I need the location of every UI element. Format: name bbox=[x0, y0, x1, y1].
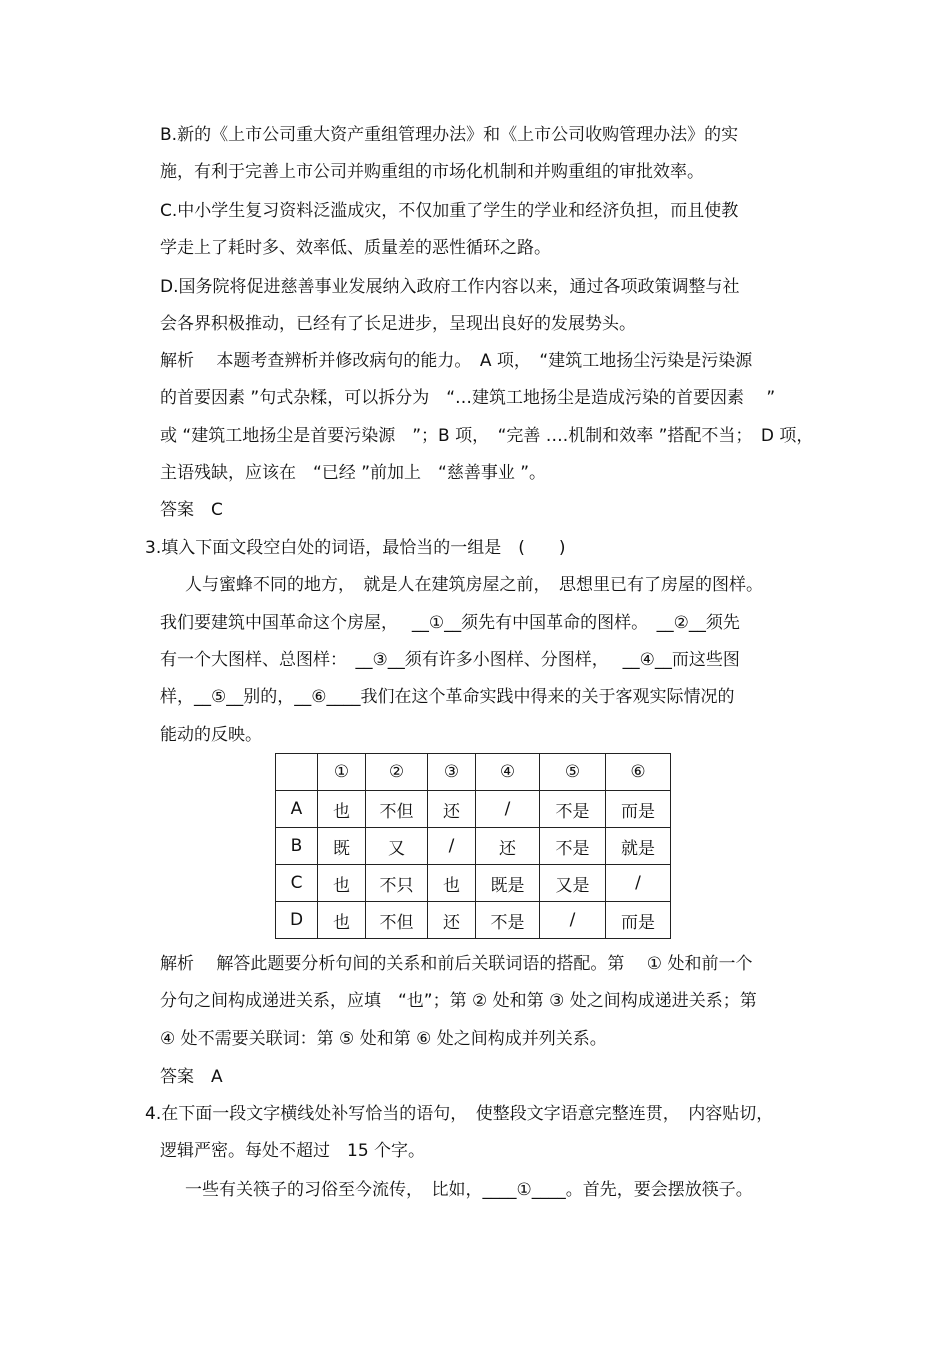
q3-passage-line-5: 能动的反映。 bbox=[160, 725, 262, 745]
table-cell: 还 bbox=[428, 902, 476, 939]
q2-analysis-line-4: 主语残缺，应该在 “已经 ”前加上 “慈善事业 ”。 bbox=[160, 463, 547, 483]
table-row bbox=[276, 902, 671, 939]
table-row bbox=[276, 791, 671, 828]
table-cell: 还 bbox=[428, 791, 476, 828]
table-cell bbox=[276, 754, 318, 791]
q2-analysis-line-2: 的首要因素 ”句式杂糅，可以拆分为 “…建筑工地扬尘是造成污染的首要因素 ” bbox=[160, 388, 776, 408]
option-d-line-2: 会各界积极推动，已经有了长足进步，呈现出良好的发展势头。 bbox=[160, 314, 636, 334]
option-b-line-1: B.新的《上市公司重大资产重组管理办法》和《上市公司收购管理办法》的实 bbox=[160, 125, 739, 145]
q3-passage-line-2: 我们要建筑中国革命这个房屋， __①__须先有中国革命的图样。 __②__须先 bbox=[160, 613, 740, 633]
table-cell: 也 bbox=[318, 902, 366, 939]
q3-passage-line-1: 人与蜜蜂不同的地方， 就是人在建筑房屋之前， 思想里已有了房屋的图样。 bbox=[185, 575, 763, 595]
table-cell: 不但 bbox=[366, 902, 428, 939]
table-cell: 也 bbox=[318, 865, 366, 902]
table-cell: 不是 bbox=[476, 902, 540, 939]
table-cell: 既是 bbox=[476, 865, 540, 902]
table-cell: / bbox=[428, 828, 476, 865]
table-cell: B bbox=[276, 828, 318, 865]
table-cell: 不只 bbox=[366, 865, 428, 902]
table-cell: ⑥ bbox=[606, 754, 671, 791]
table-cell: D bbox=[276, 902, 318, 939]
table-cell: ⑤ bbox=[540, 754, 606, 791]
table-cell: A bbox=[276, 791, 318, 828]
q4-passage: 一些有关筷子的习俗至今流传， 比如，____①____。首先，要会摆放筷子。 bbox=[185, 1180, 753, 1200]
table-cell: 而是 bbox=[606, 791, 671, 828]
table-cell: / bbox=[476, 791, 540, 828]
table-cell: 就是 bbox=[606, 828, 671, 865]
table-cell: 也 bbox=[428, 865, 476, 902]
table-cell: 又 bbox=[366, 828, 428, 865]
q3-analysis-line-2: 分句之间构成递进关系，应填 “也”；第 ② 处和第 ③ 处之间构成递进关系；第 bbox=[160, 991, 757, 1011]
table-cell: C bbox=[276, 865, 318, 902]
option-d-line-1: D.国务院将促进慈善事业发展纳入政府工作内容以来，通过各项政策调整与社 bbox=[160, 277, 740, 297]
q4-question-line-2: 逻辑严密。每处不超过 15 个字。 bbox=[160, 1141, 426, 1161]
q2-analysis-line-3: 或 “建筑工地扬尘是首要污染源 ”；B 项， “完善 ….机制和效率 ”搭配不当； D 项， bbox=[160, 426, 814, 446]
table-cell: 又是 bbox=[540, 865, 606, 902]
q3-options-table bbox=[275, 753, 671, 939]
table-cell: 而是 bbox=[606, 902, 671, 939]
table-cell: 也 bbox=[318, 791, 366, 828]
table-row bbox=[276, 865, 671, 902]
table-cell: 不是 bbox=[540, 791, 606, 828]
table-cell: 不是 bbox=[540, 828, 606, 865]
q4-question-line-1: 4.在下面一段文字横线处补写恰当的语句， 使整段文字语意完整连贯， 内容贴切， bbox=[145, 1104, 774, 1124]
q3-answer: 答案 A bbox=[160, 1067, 223, 1087]
table-cell: 既 bbox=[318, 828, 366, 865]
table-cell: ① bbox=[318, 754, 366, 791]
table-cell: 还 bbox=[476, 828, 540, 865]
option-c-line-2: 学走上了耗时多、效率低、质量差的恶性循环之路。 bbox=[160, 238, 551, 258]
table-header-row bbox=[276, 754, 671, 791]
q3-passage-line-4: 样，__⑤__别的，__⑥____我们在这个革命实践中得来的关于客观实际情况的 bbox=[160, 687, 735, 707]
option-c-line-1: C.中小学生复习资料泛滥成灾，不仅加重了学生的学业和经济负担，而且使教 bbox=[160, 201, 739, 221]
q2-analysis-line-1: 解析 本题考查辨析并修改病句的能力。 A 项， “建筑工地扬尘污染是污染源 bbox=[160, 351, 753, 371]
table-cell: ② bbox=[366, 754, 428, 791]
table-cell: / bbox=[540, 902, 606, 939]
table-row bbox=[276, 828, 671, 865]
table-cell: ③ bbox=[428, 754, 476, 791]
option-b-line-2: 施，有利于完善上市公司并购重组的市场化机制和并购重组的审批效率。 bbox=[160, 162, 704, 182]
q2-answer: 答案 C bbox=[160, 500, 223, 520]
q3-analysis-line-1: 解析 解答此题要分析句间的关系和前后关联词语的搭配。第 ① 处和前一个 bbox=[160, 954, 753, 974]
q3-passage-line-3: 有一个大图样、总图样： __③__须有许多小图样、分图样， __④__而这些图 bbox=[160, 650, 740, 670]
table-cell: / bbox=[606, 865, 671, 902]
q3-analysis-line-3: ④ 处不需要关联词：第 ⑤ 处和第 ⑥ 处之间构成并列关系。 bbox=[160, 1029, 607, 1049]
table-cell: 不但 bbox=[366, 791, 428, 828]
table-cell: ④ bbox=[476, 754, 540, 791]
q3-question: 3.填入下面文段空白处的词语，最恰当的一组是 ( ) bbox=[145, 538, 566, 558]
